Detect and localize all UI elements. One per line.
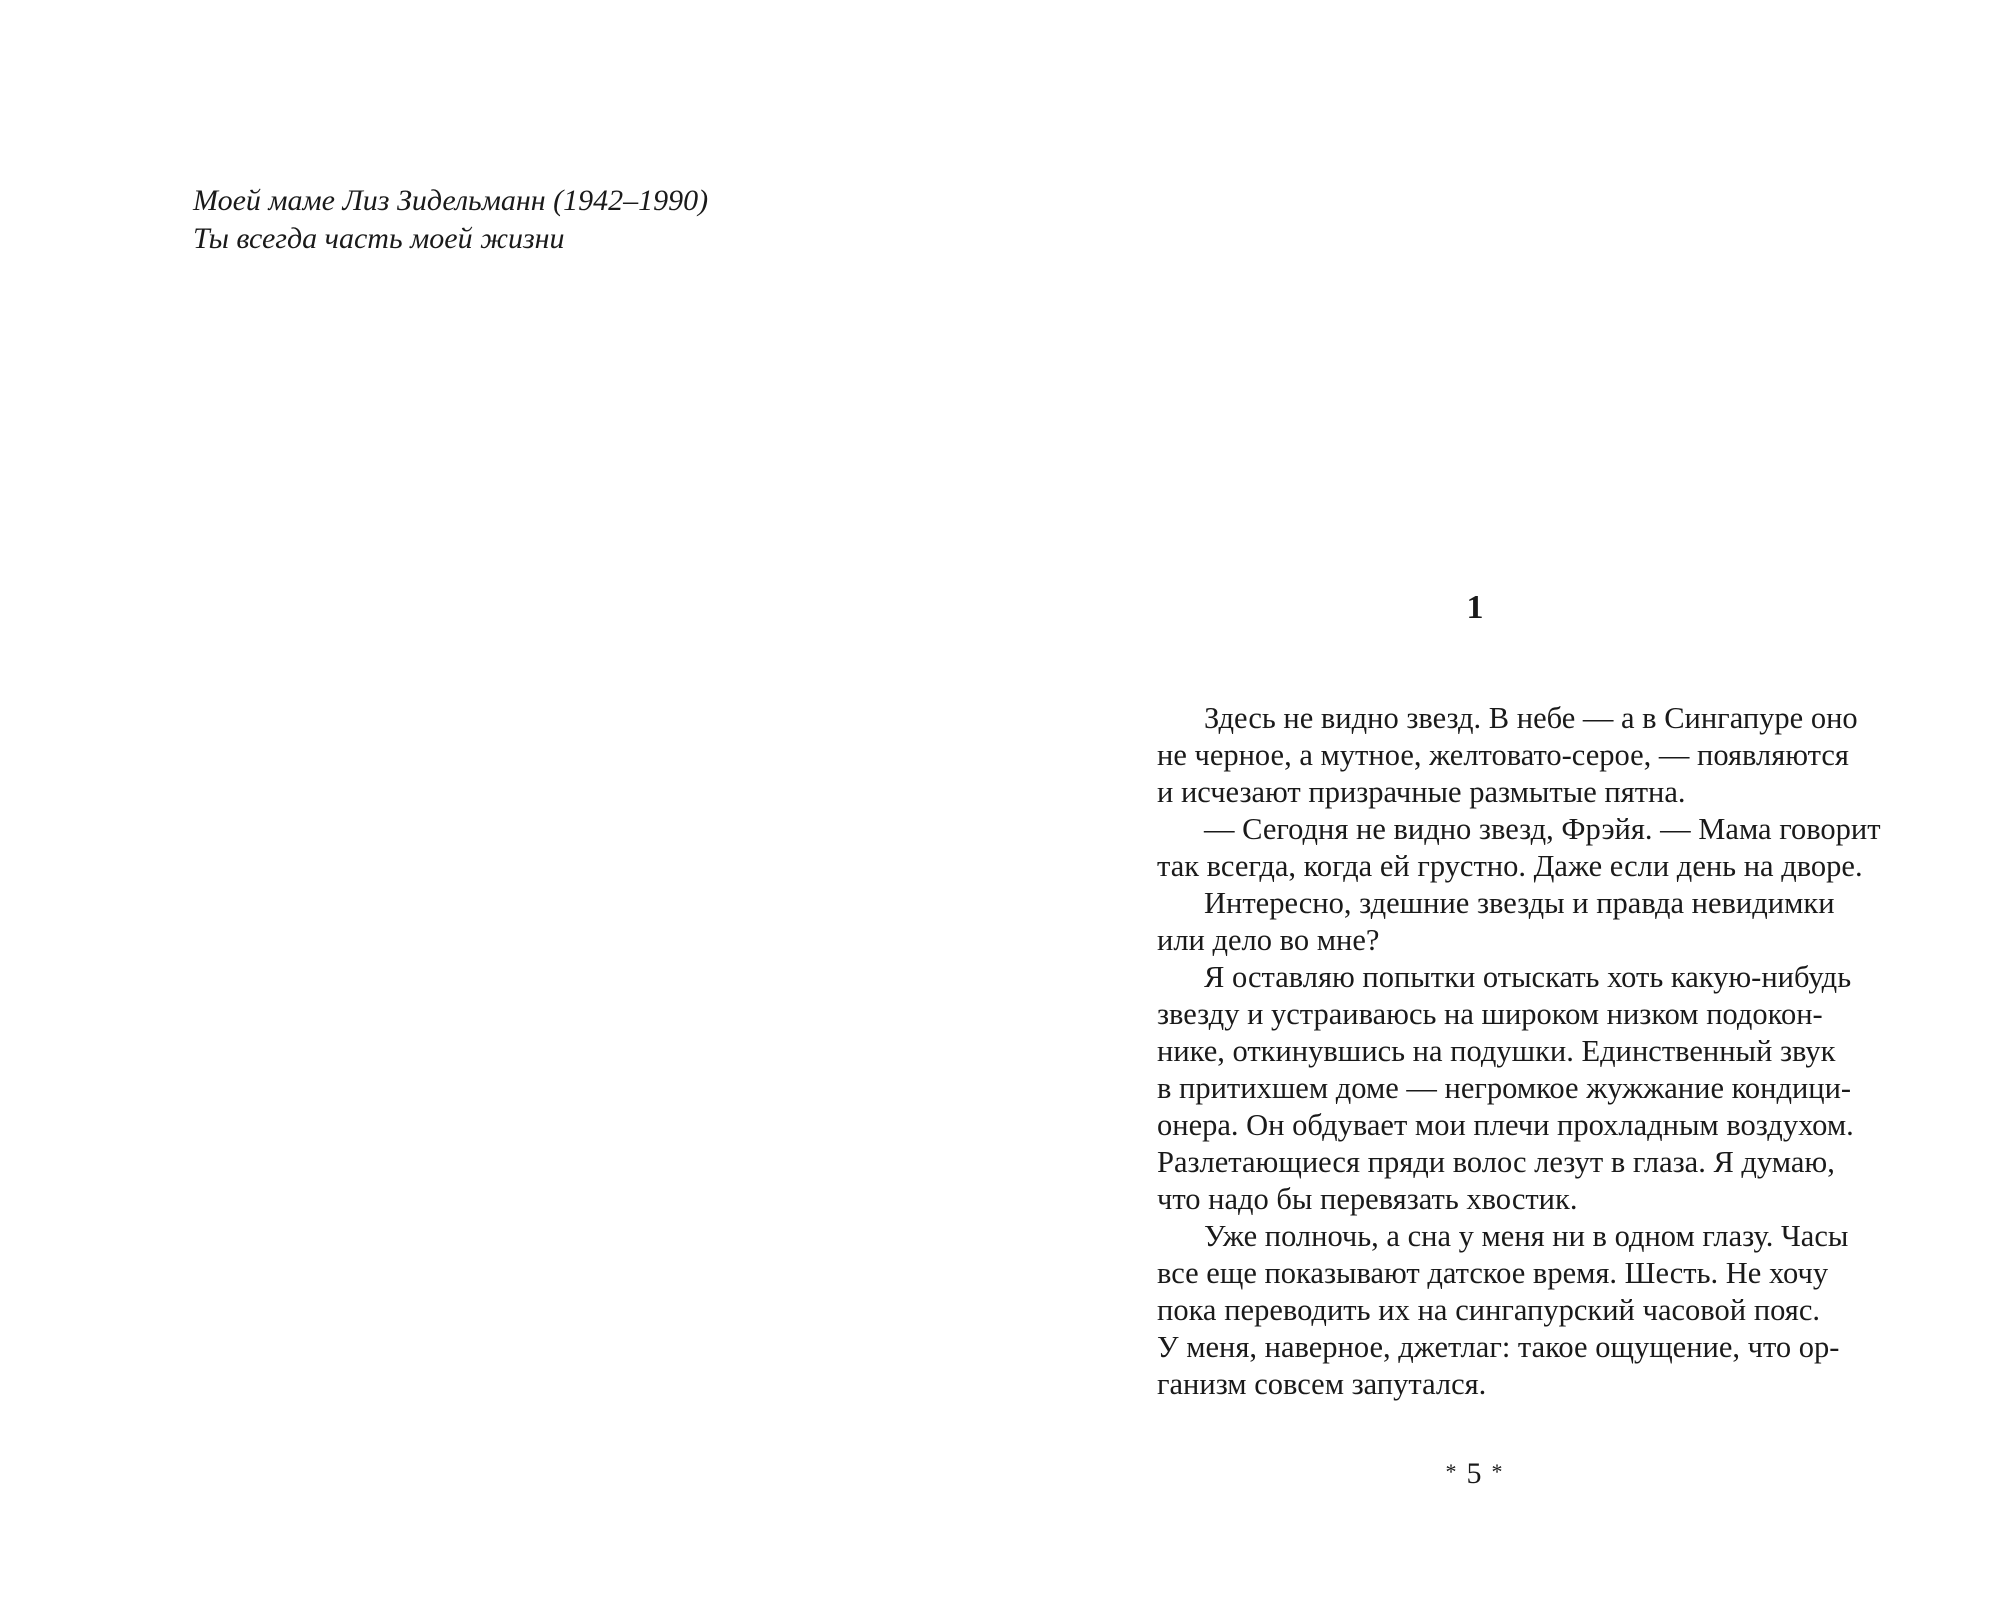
text-line: ганизм совсем запутался. — [1157, 1367, 1487, 1401]
text-line: в притихшем доме — негромкое жужжание кондици- — [1157, 1071, 1852, 1105]
text-line: Уже полночь, а сна у меня ни в одном глазу. Часы — [1204, 1219, 1849, 1253]
text-line: онера. Он обдувает мои плечи прохладным воздухом. — [1157, 1108, 1854, 1142]
text-line: что надо бы перевязать хвостик. — [1157, 1182, 1578, 1216]
paragraph — [1110, 700, 1858, 811]
paragraph — [1110, 1218, 1849, 1403]
text-line: не черное, а мутное, желтовато-серое, — появляются — [1157, 738, 1849, 772]
text-line: и исчезают призрачные размытые пятна. — [1157, 775, 1686, 809]
paragraph — [1110, 885, 1835, 959]
page-number-folio — [1100, 1452, 1850, 1494]
text-line: звезду и устраиваюсь на широком низком подокон- — [1157, 997, 1823, 1031]
text-line: Интересно, здешние звезды и правда невидимки — [1204, 886, 1835, 920]
text-line: так всегда, когда ей грустно. Даже если день на дворе. — [1157, 849, 1863, 883]
chapter-number: 1 — [1466, 589, 1484, 626]
text-line: — Сегодня не видно звезд, Фрэйя. — Мама говорит — [1204, 812, 1881, 846]
text-line: У меня, наверное, джетлаг: такое ощущение, что ор- — [1157, 1330, 1840, 1364]
text-line: Разлетающиеся пряди волос лезут в глаза. Я думаю, — [1157, 1145, 1835, 1179]
paragraph — [1110, 811, 1881, 885]
paragraph — [1110, 959, 1854, 1218]
text-line: нике, откинувшись на подушки. Единственный звук — [1157, 1034, 1836, 1068]
text-line: или дело во мне? — [1157, 923, 1380, 957]
text-line: Здесь не видно звезд. В небе — а в Сингапуре оно — [1204, 701, 1858, 735]
chapter-body-text — [1110, 700, 1881, 1403]
asterisk-icon: * — [1491, 1459, 1505, 1484]
text-line: все еще показывают датское время. Шесть. Не хочу — [1157, 1256, 1829, 1290]
text-line: Я оставляю попытки отыскать хоть какую-нибудь — [1204, 960, 1852, 994]
asterisk-icon: * — [1445, 1459, 1459, 1484]
page-number: 5 — [1466, 1457, 1484, 1490]
dedication — [193, 182, 893, 258]
dedication-line-2: Ты всегда часть моей жизни — [193, 222, 565, 255]
dedication-line-1: Моей маме Лиз Зидельманн (1942–1990) — [193, 184, 709, 217]
text-line: пока переводить их на сингапурский часовой пояс. — [1157, 1293, 1820, 1327]
